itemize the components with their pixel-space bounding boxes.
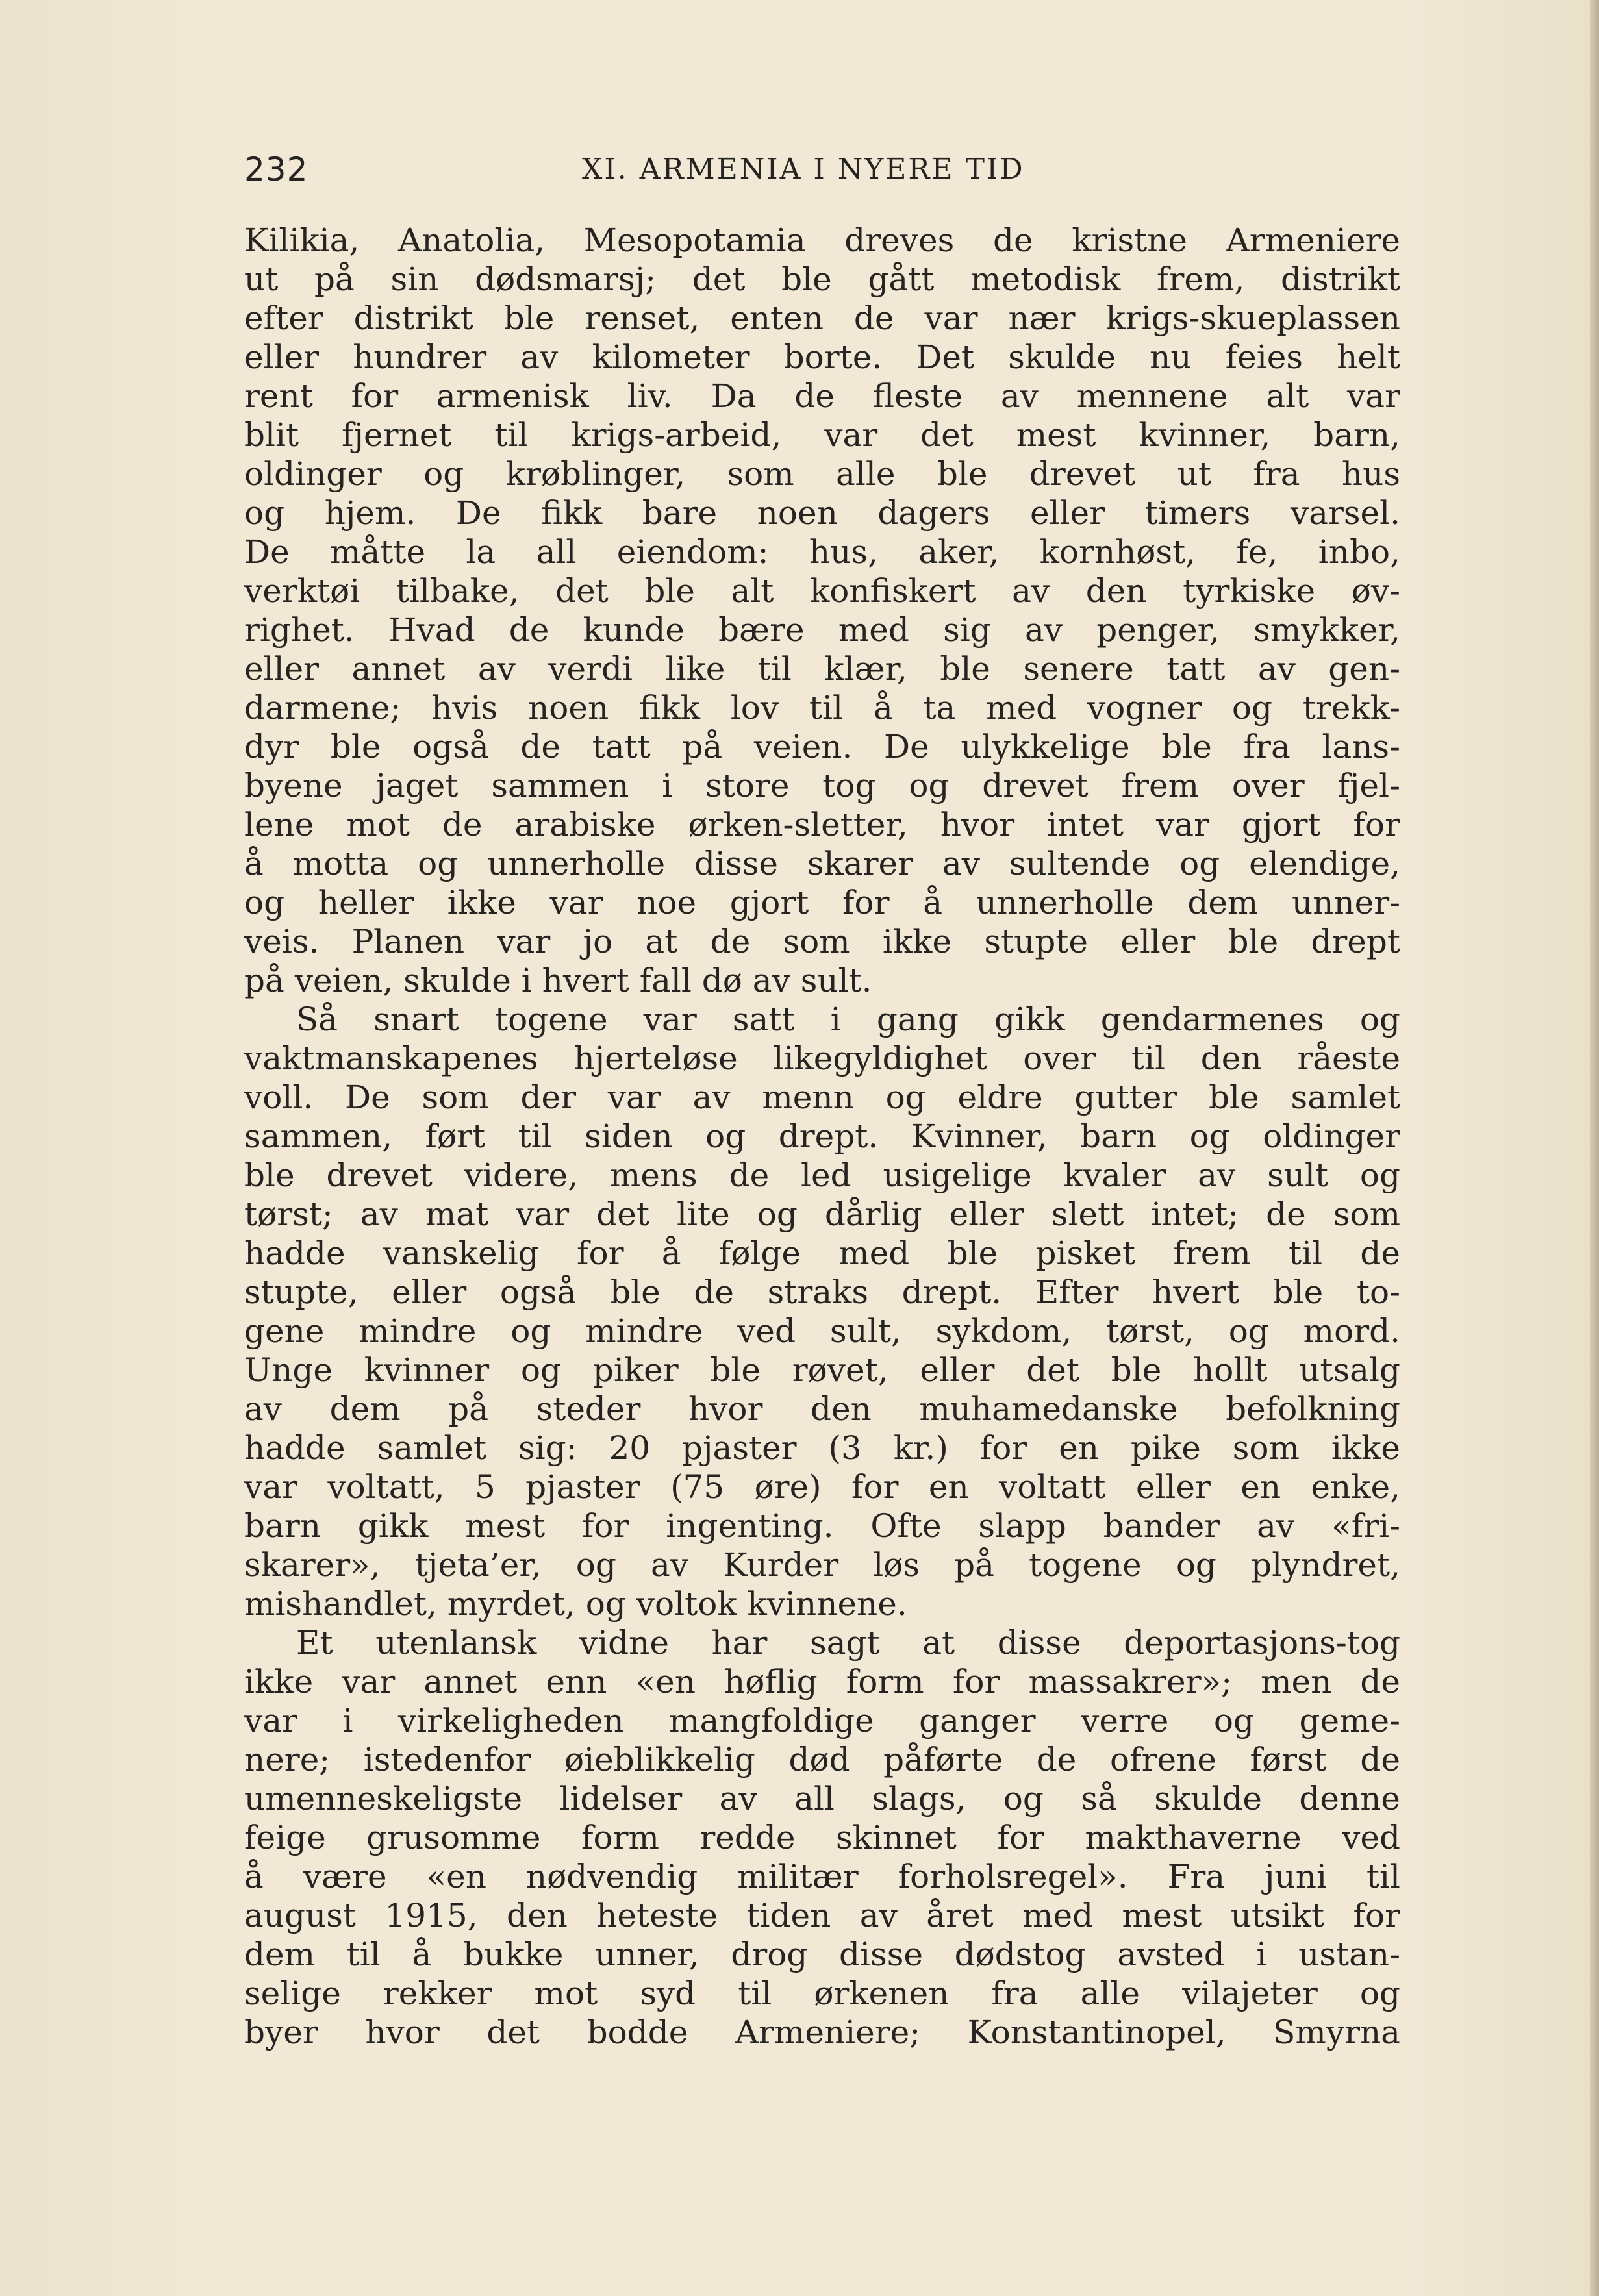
text-line: av dem på steder hvor den muhamedanske befolkning	[244, 1390, 1400, 1428]
text-line: stupte, eller også ble de straks drept. Efter hvert ble to-	[244, 1273, 1400, 1311]
page-number: 232	[244, 151, 308, 188]
text-line: skarer», tjeta’er, og av Kurder løs på togene og plyndret,	[244, 1546, 1400, 1584]
text-line: darmene; hvis noen fikk lov til å ta med vogner og trekk-	[244, 689, 1400, 727]
text-line: oldinger og krøblinger, som alle ble drevet ut fra hus	[244, 455, 1400, 493]
text-line: Unge kvinner og piker ble røvet, eller det ble hollt utsalg	[244, 1351, 1400, 1389]
text-line: byer hvor det bodde Armeniere; Konstantinopel, Smyrna	[244, 2014, 1400, 2051]
text-line: å være «en nødvendig militær forholsregel». Fra juni til	[244, 1858, 1400, 1895]
text-line: byene jaget sammen i store tog og drevet frem over fjel-	[244, 767, 1400, 805]
text-line: eller annet av verdi like til klær, ble senere tatt av gen-	[244, 650, 1400, 688]
text-line: umenneskeligste lidelser av all slags, og så skulde denne	[244, 1780, 1400, 1817]
text-line: Et utenlansk vidne har sagt at disse deportasjons-tog	[296, 1624, 1400, 1662]
text-line: rent for armenisk liv. Da de fleste av mennene alt var	[244, 377, 1400, 415]
text-line: selige rekker mot syd til ørkenen fra alle vilajeter og	[244, 1975, 1400, 2012]
body-text	[244, 221, 1400, 2052]
text-line: var i virkeligheden mangfoldige ganger verre og geme-	[244, 1702, 1400, 1740]
running-head: XI. ARMENIA I NYERE TID	[582, 153, 1025, 186]
text-line: efter distrikt ble renset, enten de var nær krigs-skueplassen	[244, 299, 1400, 337]
text-line: tørst; av mat var det lite og dårlig eller slett intet; de som	[244, 1195, 1400, 1233]
text-line: sammen, ført til siden og drept. Kvinner, barn og oldinger	[244, 1117, 1400, 1155]
text-line: lene mot de arabiske ørken-sletter, hvor intet var gjort for	[244, 806, 1400, 843]
text-line: august 1915, den heteste tiden av året med mest utsikt for	[244, 1897, 1400, 1934]
text-line: ble drevet videre, mens de led usigelige kvaler av sult og	[244, 1156, 1400, 1194]
text-line: vaktmanskapenes hjerteløse likegyldighet over til den råeste	[244, 1040, 1400, 1077]
text-line: mishandlet, myrdet, og voltok kvinnene.	[244, 1585, 907, 1623]
text-line: veis. Planen var jo at de som ikke stupte eller ble drept	[244, 923, 1400, 960]
text-line: Så snart togene var satt i gang gikk gendarmenes og	[296, 1001, 1400, 1038]
text-line: og hjem. De fikk bare noen dagers eller timers varsel.	[244, 494, 1400, 532]
text-line: voll. De som der var av menn og eldre gutter ble samlet	[244, 1079, 1400, 1116]
text-line: ikke var annet enn «en høflig form for massakrer»; men de	[244, 1663, 1400, 1701]
text-line: gene mindre og mindre ved sult, sykdom, tørst, og mord.	[244, 1312, 1400, 1350]
text-line: hadde vanskelig for å følge med ble pisket frem til de	[244, 1234, 1400, 1272]
text-line: dyr ble også de tatt på veien. De ulykkelige ble fra lans-	[244, 728, 1400, 766]
text-line: righet. Hvad de kunde bære med sig av penger, smykker,	[244, 611, 1400, 649]
text-line: og heller ikke var noe gjort for å unnerholle dem unner-	[244, 884, 1400, 921]
text-line: eller hundrer av kilometer borte. Det skulde nu feies helt	[244, 338, 1400, 376]
text-line: feige grusomme form redde skinnet for makthaverne ved	[244, 1819, 1400, 1856]
text-line: nere; istedenfor øieblikkelig død påførte de ofrene først de	[244, 1741, 1400, 1778]
text-line: var voltatt, 5 pjaster (75 øre) for en voltatt eller en enke,	[244, 1468, 1400, 1506]
text-line: på veien, skulde i hvert fall dø av sult.	[244, 962, 872, 999]
page-edge	[1590, 0, 1599, 2296]
text-line: å motta og unnerholle disse skarer av sultende og elendige,	[244, 845, 1400, 882]
text-line: Kilikia, Anatolia, Mesopotamia dreves de kristne Armeniere	[244, 221, 1400, 259]
page-header	[244, 147, 1400, 192]
text-line: verktøi tilbake, det ble alt konfiskert av den tyrkiske øv-	[244, 572, 1400, 610]
text-line: ut på sin dødsmarsj; det ble gått metodisk frem, distrikt	[244, 260, 1400, 298]
text-line: hadde samlet sig: 20 pjaster (3 kr.) for en pike som ikke	[244, 1429, 1400, 1467]
text-line: dem til å bukke unner, drog disse dødstog avsted i ustan-	[244, 1936, 1400, 1973]
text-line: blit fjernet til krigs-arbeid, var det mest kvinner, barn,	[244, 416, 1400, 454]
text-line: barn gikk mest for ingenting. Ofte slapp bander av «fri-	[244, 1507, 1400, 1545]
text-line: De måtte la all eiendom: hus, aker, kornhøst, fe, inbo,	[244, 533, 1400, 571]
